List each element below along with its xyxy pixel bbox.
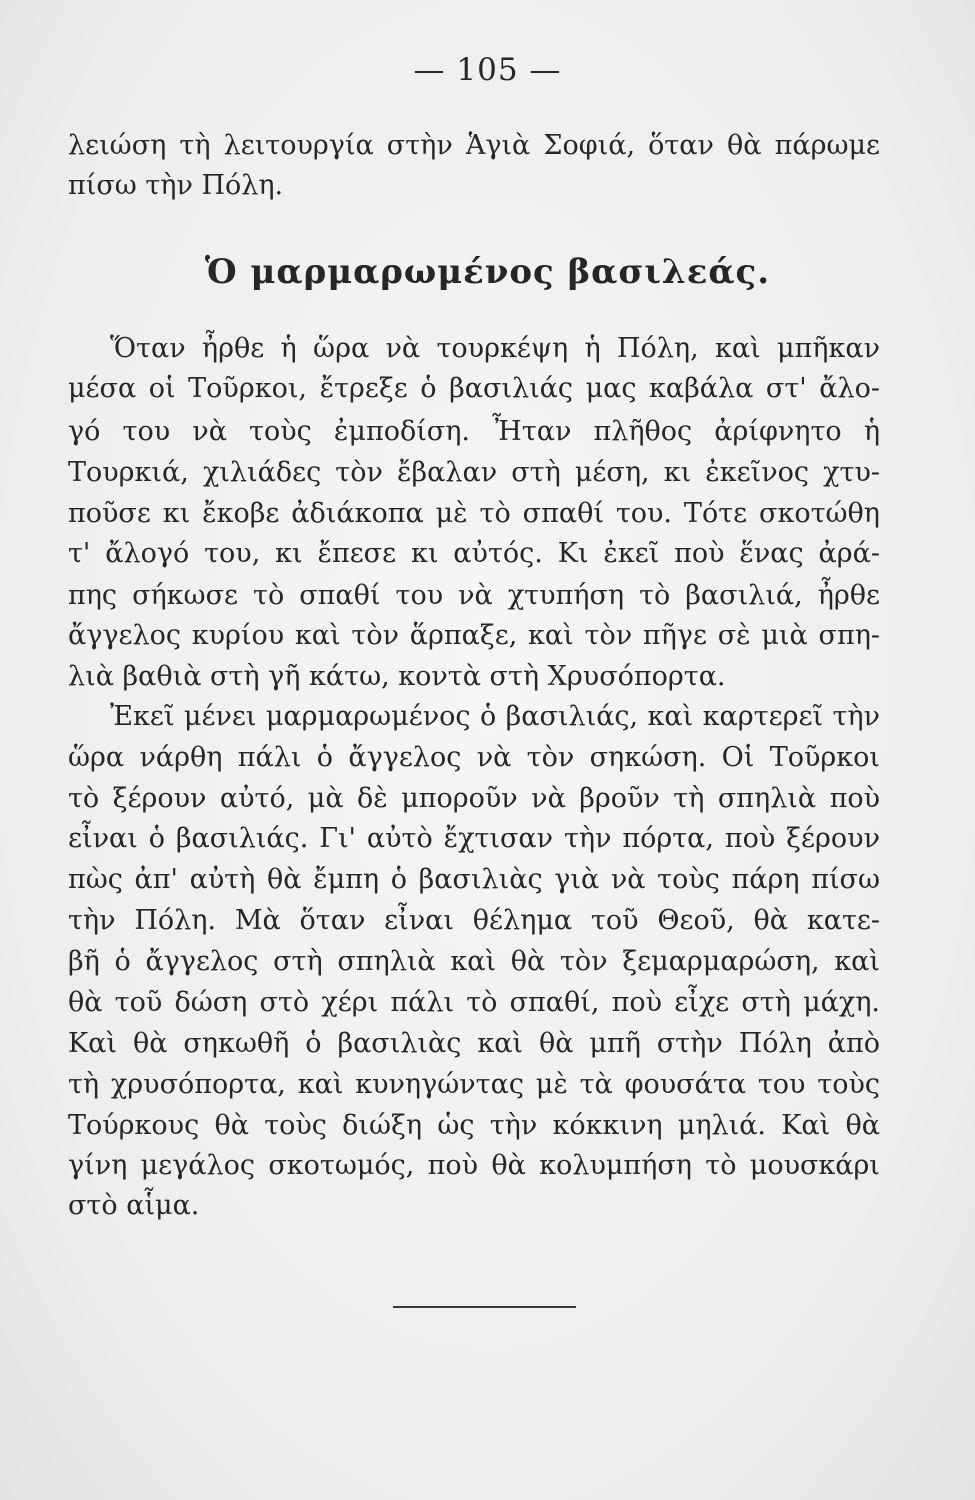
section-title: Ὁ μαρμαρωμένος βασιλεάς. — [204, 252, 771, 292]
text-line: Τουρκιά, χιλιάδες τὸν ἔβαλαν στὴ μέση, κι ἐκεῖνος χτυ- — [68, 457, 880, 488]
text-line: ποῦσε κι ἔκοβε ἀδιάκοπα μὲ τὸ σπαθί του. Τότε σκοτώθη — [68, 498, 880, 529]
text-line: εἶναι ὁ βασιλιάς. Γι' αὐτὸ ἔχτισαν τὴν πόρτα, ποὺ ξέρουν — [68, 823, 880, 854]
text-line: θὰ τοῦ δώση στὸ χέρι πάλι τὸ σπαθί, ποὺ εἶχε στὴ μάχη. — [68, 987, 880, 1018]
text-line: τ' ἄλογό του, κι ἔπεσε κι αὐτός. Κι ἐκεῖ ποὺ ἕνας ἀρά- — [68, 538, 880, 569]
text-line: Ἐκεῖ μένει μαρμαρωμένος ὁ βασιλιάς, καὶ καρτερεῖ τὴν — [110, 701, 880, 732]
text-line: λειώση τὴ λειτουργία στὴν Ἁγιὰ Σοφιά, ὅταν θὰ πάρωμε — [68, 130, 880, 161]
text-line: βῆ ὁ ἄγγελος στὴ σπηλιὰ καὶ θὰ τὸν ξεμαρμαρώση, καὶ — [68, 946, 880, 977]
text-line: Τούρκους θὰ τοὺς διώξη ὡς τὴν κόκκινη μηλιά. Καὶ θὰ — [68, 1110, 880, 1141]
text-line: ἄγγελος κυρίου καὶ τὸν ἅρπαξε, καὶ τὸν πῆγε σὲ μιὰ σπη- — [68, 620, 880, 651]
page-number: — 105 — — [413, 52, 562, 88]
text-line: Καὶ θὰ σηκωθῆ ὁ βασιλιὰς καὶ θὰ μπῆ στὴν Πόλη ἀπὸ — [68, 1028, 880, 1059]
text-line: πίσω τὴν Πόλη. — [68, 170, 284, 201]
text-line: γό του νὰ τοὺς ἐμποδίση. Ἦταν πλῆθος ἀρίφνητο ἡ — [68, 416, 880, 447]
text-line: Ὅταν ἦρθε ἡ ὥρα νὰ τουρκέψη ἡ Πόλη, καὶ μπῆκαν — [110, 333, 880, 364]
text-line: τὴ χρυσόπορτα, καὶ κυνηγώντας μὲ τὰ φουσάτα του τοὺς — [68, 1069, 880, 1100]
section-divider — [393, 1306, 576, 1308]
text-line: γίνη μεγάλος σκοτωμός, ποὺ θὰ κολυμπήση τὸ μουσκάρι — [68, 1150, 880, 1181]
text-line: πὼς ἀπ' αὐτὴ θὰ ἔμπη ὁ βασιλιὰς γιὰ νὰ τοὺς πάρη πίσω — [68, 864, 880, 895]
text-line: τὸ ξέρουν αὐτό, μὰ δὲ μποροῦν νὰ βροῦν τὴ σπηλιὰ ποὺ — [68, 783, 880, 814]
text-line: τὴν Πόλη. Μὰ ὅταν εἶναι θέλημα τοῦ Θεοῦ, θὰ κατε- — [68, 905, 880, 936]
text-line: λιὰ βαθιὰ στὴ γῆ κάτω, κοντὰ στὴ Χρυσόπορτα. — [68, 661, 726, 692]
text-line: ὥρα νάρθη πάλι ὁ ἄγγελος νὰ τὸν σηκώση. Οἱ Τοῦρκοι — [68, 742, 880, 773]
text-line: πης σήκωσε τὸ σπαθί του νὰ χτυπήση τὸ βασιλιά, ἦρθε — [68, 580, 880, 611]
text-line: μέσα οἱ Τοῦρκοι, ἔτρεξε ὁ βασιλιάς μας καβάλα στ' ἄλο- — [68, 373, 880, 404]
text-line: στὸ αἷμα. — [68, 1190, 200, 1221]
